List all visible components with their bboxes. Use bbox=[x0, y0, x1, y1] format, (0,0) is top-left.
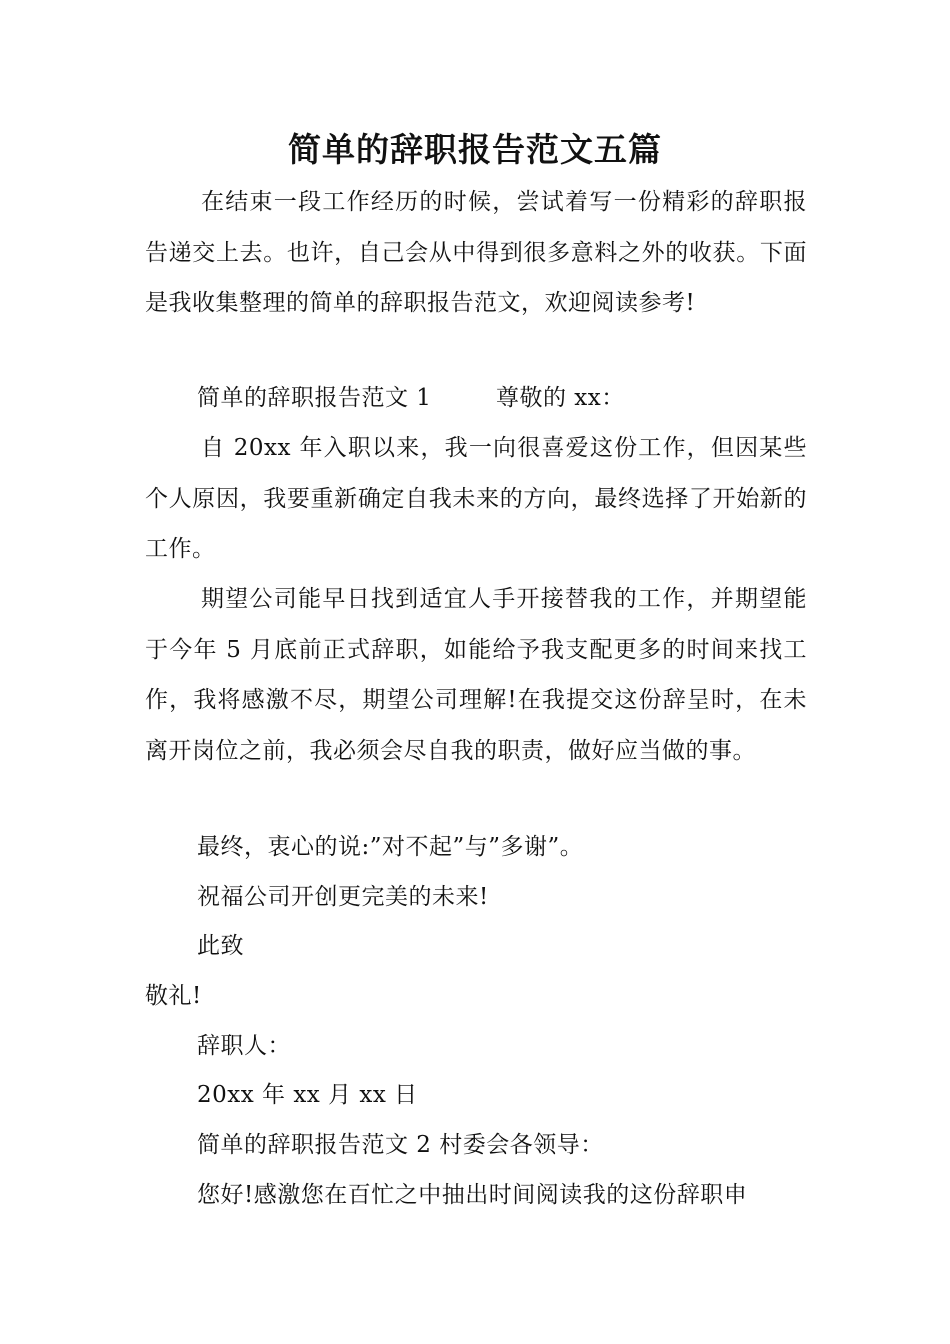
sample1-paragraph-1: 自 20xx 年入职以来，我一向很喜爱这份工作，但因某些个人原因，我要重新确定自我未来的方向，最终选择了开始新的工作。 bbox=[145, 435, 807, 562]
sample1-signer: 辞职人： bbox=[197, 1033, 291, 1059]
sample1-paragraph-4: 祝福公司开创更完美的未来! bbox=[197, 884, 489, 910]
sample1-heading: 简单的辞职报告范文 1 bbox=[197, 385, 432, 411]
sample2-paragraph-1: 您好!感激您在百忙之中抽出时间阅读我的这份辞职申 bbox=[197, 1182, 748, 1208]
document-title: 简单的辞职报告范文五篇 bbox=[288, 130, 662, 169]
intro-paragraph: 在结束一段工作经历的时候，尝试着写一份精彩的辞职报告递交上去。也许，自己会从中得到很多意料之外的收获。下面是我收集整理的简单的辞职报告范文，欢迎阅读参考! bbox=[145, 189, 807, 316]
sample1-closing-1: 此致 bbox=[197, 933, 244, 959]
sample1-salutation: 尊敬的 xx： bbox=[496, 385, 625, 411]
sample1-paragraph-2: 期望公司能早日找到适宜人手开接替我的工作，并期望能于今年 5 月底前正式辞职，如能给予我支配更多的时间来找工作，我将感激不尽，期望公司理解!在我提交这份辞呈时，在未离开岗位之前，我必须会尽自我的职责，做好应当做的事。 bbox=[145, 586, 807, 764]
sample1-date: 20xx 年 xx 月 xx 日 bbox=[197, 1082, 418, 1108]
sample1-paragraph-3: 最终，衷心的说:”对不起”与”多谢”。 bbox=[197, 834, 584, 860]
sample1-closing-2: 敬礼! bbox=[145, 983, 202, 1009]
sample2-heading: 简单的辞职报告范文 2 村委会各领导： bbox=[197, 1132, 604, 1158]
